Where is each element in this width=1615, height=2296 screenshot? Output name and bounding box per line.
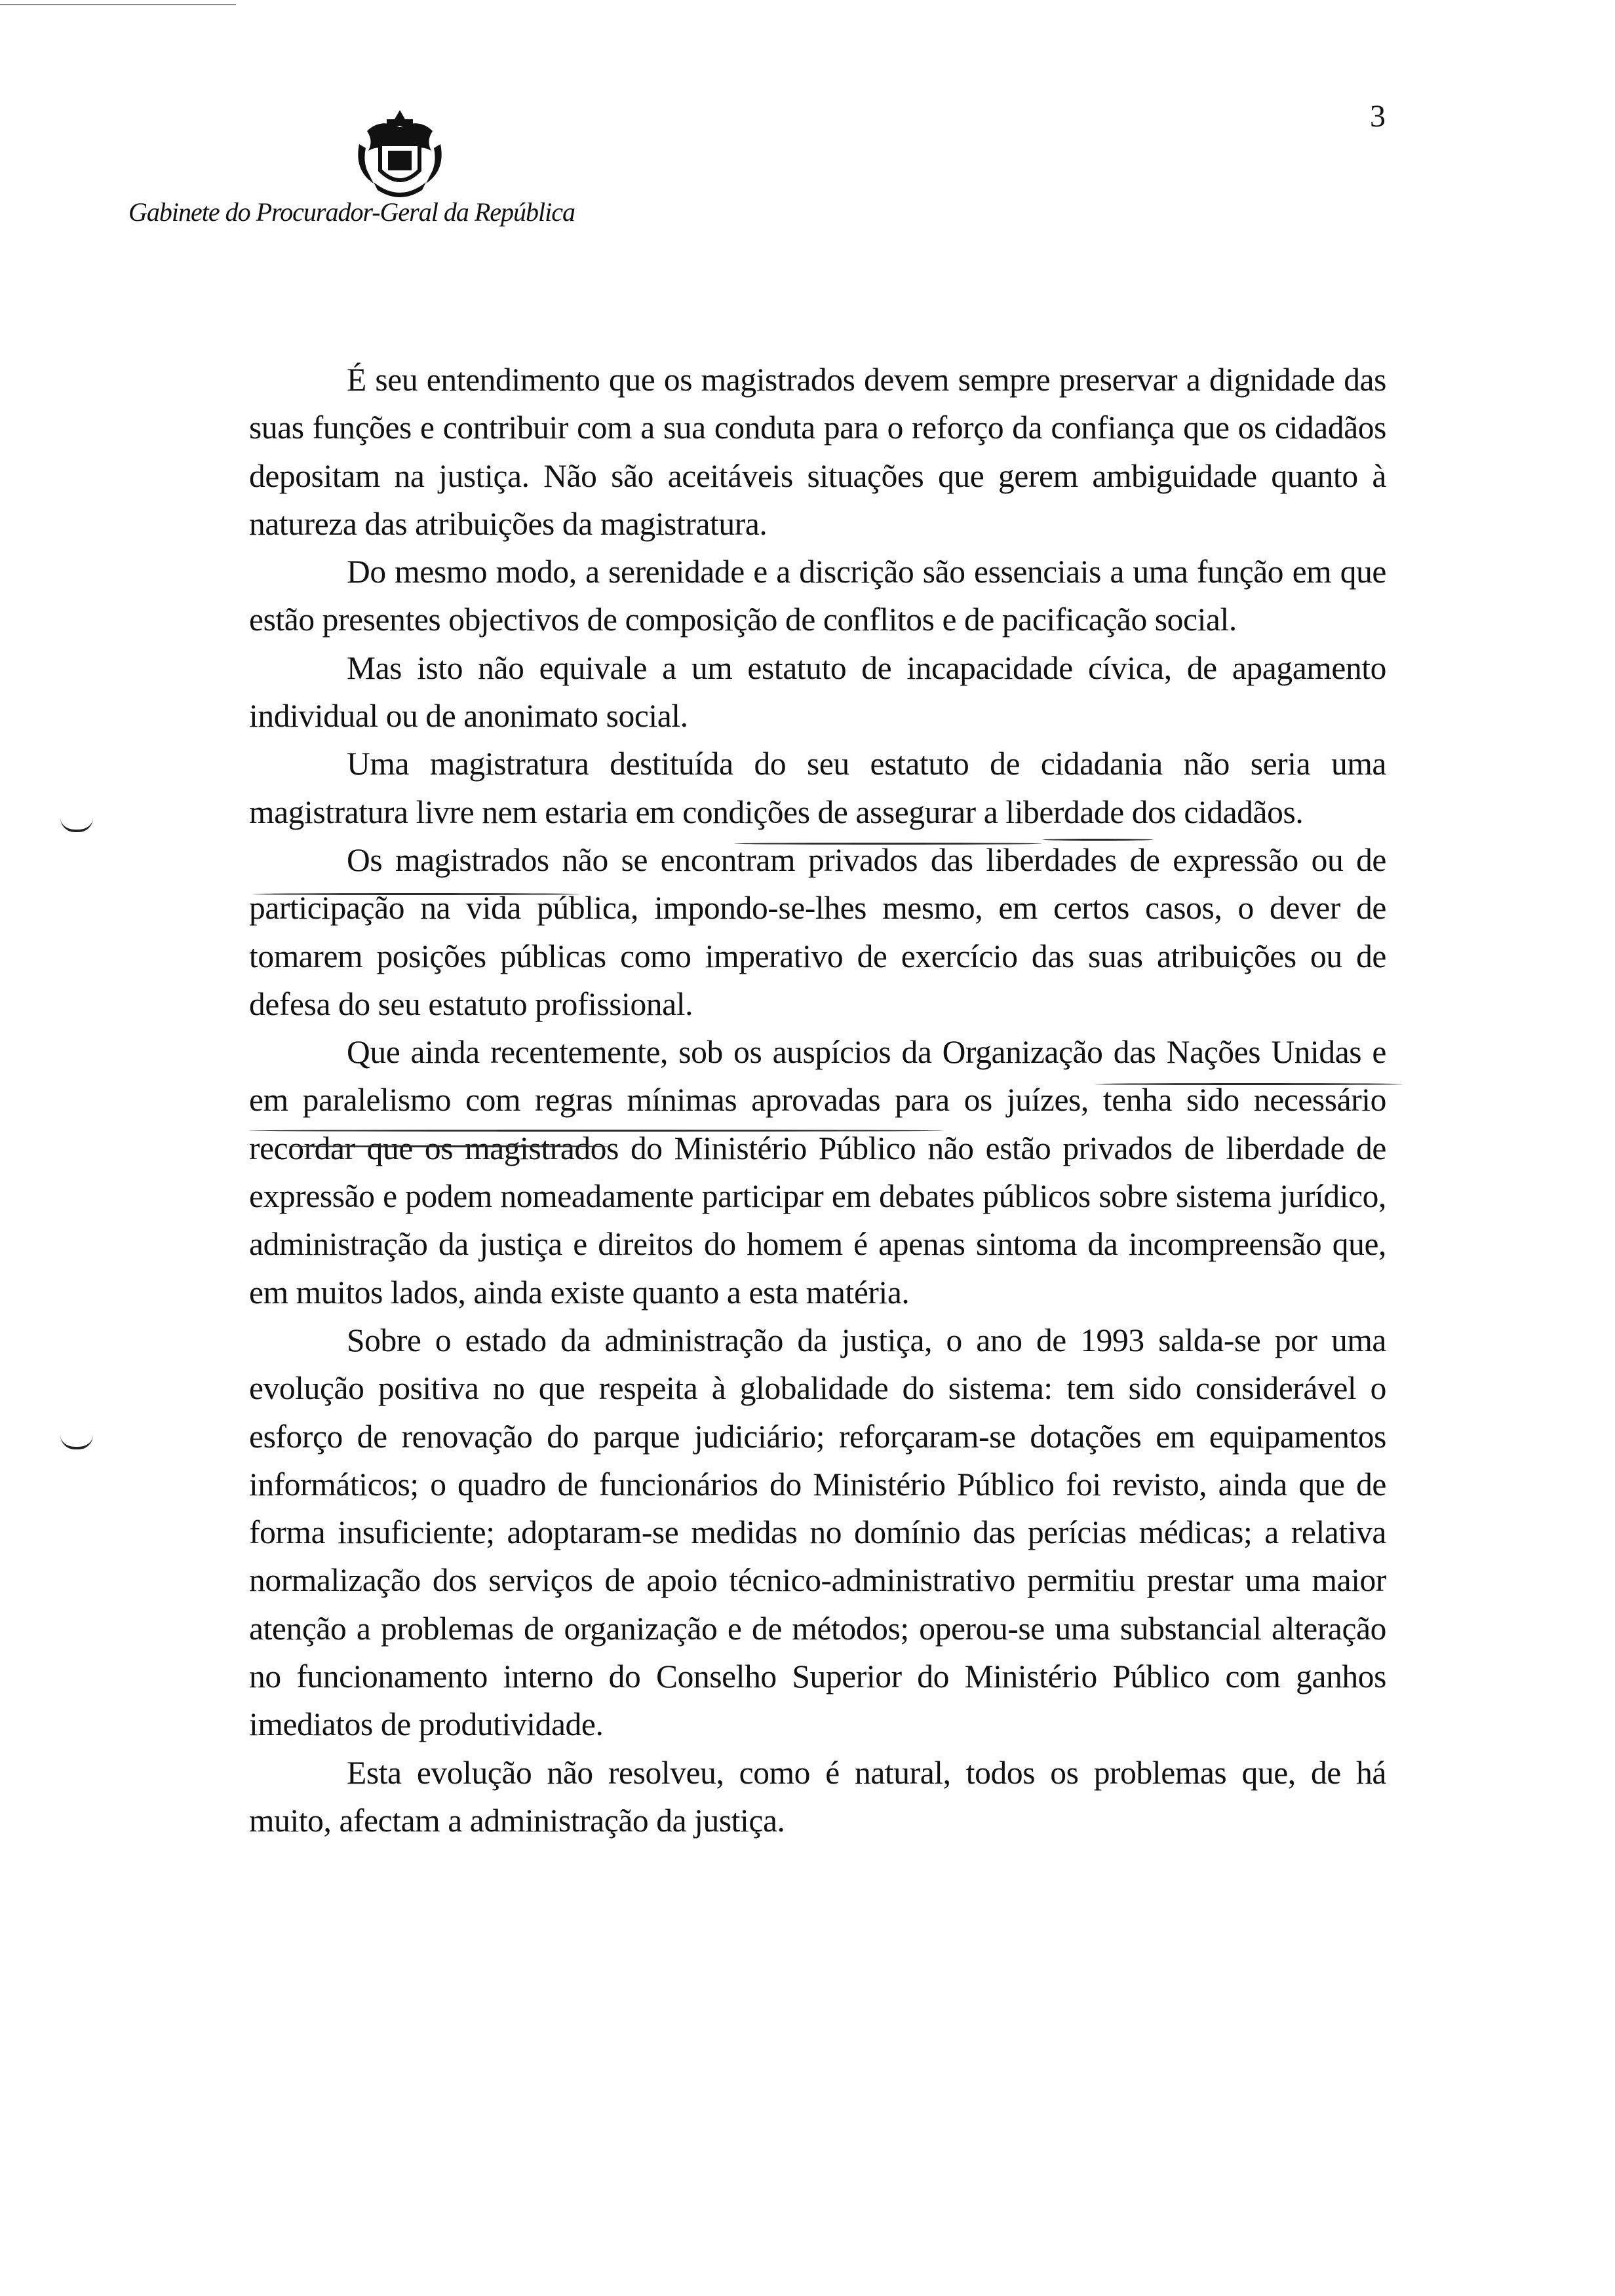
page-number: 3 [1370,99,1386,134]
margin-mark [60,1435,93,1449]
paragraph-7: Sobre o estado da administração da justiça, o ano de 1993 salda-se por uma evolução positiva no que respeita à globalidade do sistema: tem sido considerável o esforço de renovação do parque judiciário; reforçaram-se dotações em equipamentos informáticos; o quadro de funcionários do Ministério Público foi revisto, ainda que de forma insuficiente; adoptaram-se medidas no domínio das perícias médicas; a relativa normalização dos serviços de apoio técnico-administrativo permitiu prestar uma maior atenção a problemas de organização e de métodos; operou-se uma substancial alteração no funcionamento interno do Conselho Superior do Ministério Público com ganhos imediatos de produtividade. [249,1322,1386,1743]
handwritten-underline [1042,839,1154,841]
handwritten-underline [288,1145,610,1147]
paragraph-4: Uma magistratura destituída do seu estatuto de cidadania não seria uma magistratura livre nem estaria em condições de assegurar a liberdade dos cidadãos. [249,746,1386,830]
handwritten-underline [249,1130,944,1132]
paragraph-1: É seu entendimento que os magistrados devem sempre preservar a dignidade das suas funções e contribuir com a sua conduta para o reforço da confiança que os cidadãos depositam na justiça. Não são aceitáveis situações que gerem ambiguidade quanto à natureza das atribuições da magistratura. [249,362,1386,542]
handwritten-underline [734,843,1042,845]
handwritten-underline [1095,1083,1403,1085]
paragraph-2: Do mesmo modo, a serenidade e a discrição são essenciais a uma função em que estão presentes objectivos de composição de conflitos e de pacificação social. [249,554,1386,638]
document-body [249,356,1386,1845]
paragraph-3: Mas isto não equivale a um estatuto de incapacidade cívica, de apagamento individual ou de anonimato social. [249,649,1386,735]
scan-edge-line [0,4,236,5]
paragraph-8: Esta evolução não resolveu, como é natural, todos os problemas que, de há muito, afectam a administração da justiça. [249,1754,1386,1839]
handwritten-underline [252,893,580,895]
coat-of-arms-icon [354,105,446,203]
letterhead-title: Gabinete do Procurador-Geral da República [128,197,575,227]
paragraph-5: Os magistrados não se encontram privados das liberdades de expressão ou de participação na vida pública, impondo-se-lhes mesmo, em certos casos, o dever de tomarem posições públicas como imperativo de exercício das suas atribuições ou de defesa do seu estatuto profissional. [249,841,1386,1022]
margin-mark [60,818,93,832]
paragraph-6: Que ainda recentemente, sob os auspícios da Organização das Nações Unidas e em paralelismo com regras mínimas aprovadas para os juízes, tenha sido necessário recordar que os magistrados do Ministério Público não estão privados de liberdade de expressão e podem nomeadamente participar em debates públicos sobre sistema jurídico, administração da justiça e direitos do homem é apenas sintoma da incompreensão que, em muitos lados, ainda existe quanto a esta matéria. [249,1034,1386,1311]
